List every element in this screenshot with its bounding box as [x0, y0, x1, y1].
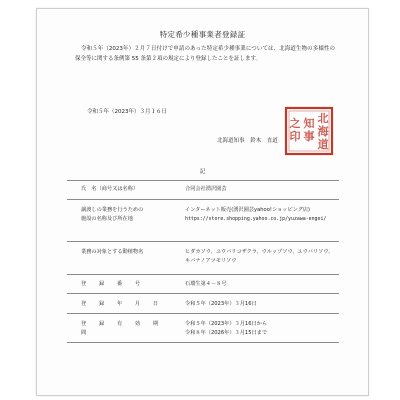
issue-date: 令和５年（2023年）３月１６日 — [87, 109, 167, 115]
divider — [67, 274, 339, 275]
seal-character: 道 — [317, 138, 329, 151]
facility-label-line-1: 譲渡しの業務を行うための — [81, 207, 144, 213]
reg-date-value: 令和５年（2023年）３月16日 — [185, 301, 257, 307]
seal-character: 知 — [303, 117, 315, 130]
divider — [67, 342, 339, 343]
reg-date-label: 登 録 年 月 日 — [81, 301, 162, 307]
validity-from: 令和５年（2023年）３月16日から — [185, 321, 268, 327]
facility-name: インターネット販売(湧沢園芸yahoo!ショッピング店) — [185, 207, 311, 213]
reg-number-value: 石環生第４－８号 — [185, 281, 227, 287]
species-value: ヒダカソウ、ユウバリコザクラ、ウルップソウ、ユウバリソウ、キバナノアツモリソウ — [185, 249, 334, 264]
seal-character: 之 — [289, 117, 301, 130]
validity-value — [185, 320, 335, 337]
facility-label — [81, 206, 177, 223]
certificate-body-text: 令和５年（2023年）２月７日付けで申請のあった特定希少種事業については、北海道生物の多様性の保全等に関する条例第 55 条第２項の規定により登録したことを証します。 — [75, 46, 335, 62]
issuer-name: 鈴木 直道 — [250, 138, 278, 144]
seal-character: 海 — [317, 125, 329, 138]
record-heading: 記 — [199, 169, 206, 175]
validity-label: 登 録 有 効 期 間 — [81, 321, 171, 336]
certificate-page — [36, 8, 369, 396]
facility-label-line-2: 施設の名称及び所在地 — [81, 215, 133, 222]
divider — [67, 241, 339, 242]
name-label: 氏 名（商号又は名称） — [81, 186, 139, 192]
species-label: 業務の対象とする動植物名 — [81, 249, 144, 255]
divider — [67, 313, 339, 314]
facility-url: https://store.shopping.yahoo.co.jp/yuzawa-engei/ — [185, 215, 327, 222]
seal-character: 事 — [303, 130, 315, 143]
divider — [67, 293, 339, 294]
reg-number-label: 登 録 番 号 — [81, 281, 144, 287]
divider — [67, 199, 339, 200]
issuer-title: 北海道知事 — [217, 138, 245, 144]
name-value: 合同会社湧沢園芸 — [185, 186, 227, 192]
seal-character: 北 — [317, 112, 329, 125]
divider — [67, 180, 339, 181]
official-seal-stamp — [283, 105, 335, 157]
facility-value — [185, 206, 335, 223]
certificate-title: 特定希少種事業者登録証 — [159, 30, 246, 39]
validity-to: 令和８年（2026年）３月15日まで — [185, 329, 268, 336]
issuer-signature — [217, 136, 282, 144]
seal-character: 印 — [289, 130, 301, 143]
